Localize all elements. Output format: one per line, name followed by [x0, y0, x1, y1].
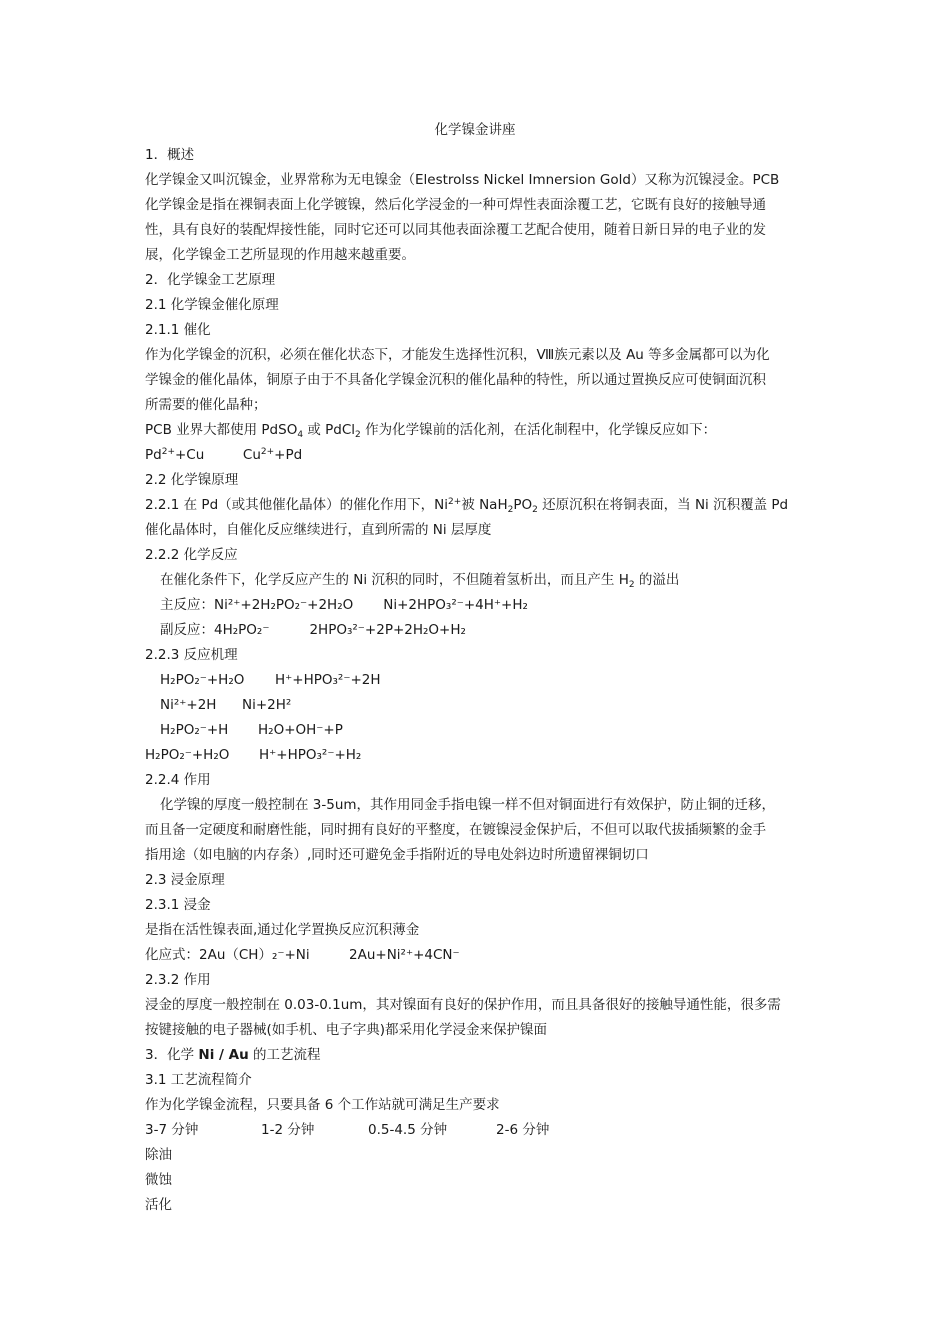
- reaction-left: H₂PO₂⁻+H: [160, 722, 229, 738]
- section-2-2-4-heading: 2.2.4 作用: [145, 772, 211, 788]
- mechanism-3: [160, 721, 343, 739]
- reaction-left: Ni²⁺+2H₂PO₂⁻+2H₂O: [214, 597, 354, 613]
- text-run: Ni / Au: [198, 1047, 249, 1063]
- reaction-right: Ni+2HPO₃²⁻+4H⁺+H₂: [383, 597, 528, 613]
- reaction-right: H₂O+OH⁻+P: [258, 722, 343, 738]
- reaction-right: H⁺+HPO₃²⁻+H₂: [259, 747, 362, 763]
- text-run: 被 NaH: [461, 497, 508, 513]
- process-step: 除油: [145, 1147, 172, 1163]
- reaction-left: 4H₂PO₂⁻: [214, 622, 270, 638]
- superscript: 2+: [161, 447, 175, 457]
- section-3-heading: [145, 1046, 321, 1064]
- reaction-left: H₂PO₂⁻+H₂O: [145, 747, 230, 763]
- paragraph-line: 展，化学镍金工艺所显现的作用越来越重要。: [145, 247, 415, 263]
- reaction-right: Ni+2H²: [242, 697, 292, 713]
- subscript: 2: [507, 505, 514, 515]
- section-2-heading: 2．化学镍金工艺原理: [145, 272, 276, 288]
- section-2-3-heading: 2.3 浸金原理: [145, 872, 225, 888]
- paragraph-line: 化学镍金又叫沉镍金，业界常称为无电镍金（Elestrolss Nickel Imnersion Gold）又称为沉镍浸金。PCB: [145, 172, 780, 188]
- reaction-right: H⁺+HPO₃²⁻+2H: [275, 672, 381, 688]
- section-2-1-1-heading: 2.1.1 催化: [145, 322, 211, 338]
- text-run: 3．化学: [145, 1047, 199, 1063]
- reaction-right: 2Au+Ni²⁺+4CN⁻: [349, 947, 460, 963]
- reaction-left: Ni²⁺+2H: [160, 697, 217, 713]
- text-run: PO: [513, 497, 533, 513]
- paragraph-line: 所需要的催化晶种；: [145, 397, 267, 413]
- paragraph-line: 化学镍金是指在裸铜表面上化学镀镍，然后化学浸金的一种可焊性表面涂覆工艺，它既有良好的接触导通: [145, 197, 766, 213]
- text-run: 还原沉积在将铜表面，当 Ni 沉积覆盖 Pd: [537, 497, 789, 513]
- section-2-1-heading: 2.1 化学镍金催化原理: [145, 297, 279, 313]
- text-run: Pd: [145, 447, 162, 463]
- main-reaction: [160, 596, 528, 614]
- subscript: 2: [532, 505, 538, 515]
- paragraph-line: 浸金的厚度一般控制在 0.03-0.1um，其对镍面有良好的保护作用，而且具备很好的接触导通性能，很多需: [145, 997, 781, 1013]
- paragraph-line: 作为化学镍金的沉积，必须在催化状态下，才能发生选择性沉积，Ⅷ族元素以及 Au 等多金属都可以为化: [145, 347, 770, 363]
- section-2-2-1-paragraph: [145, 496, 788, 514]
- gold-reaction: [145, 946, 460, 964]
- reaction-paragraph: [160, 571, 679, 589]
- subscript: 2: [628, 580, 635, 590]
- reaction-label: 化应式：: [145, 947, 199, 963]
- section-2-3-2-heading: 2.3.2 作用: [145, 972, 211, 988]
- text-run: 或 PdCl: [303, 422, 356, 438]
- document-title: 化学镍金讲座: [434, 122, 516, 138]
- reaction-label: 主反应：: [160, 597, 214, 613]
- reaction-right: 2HPO₃²⁻+2P+2H₂O+H₂: [309, 622, 466, 638]
- paragraph-line: 催化晶体时，自催化反应继续进行，直到所需的 Ni 层厚度: [145, 522, 492, 538]
- subscript: 2: [355, 430, 361, 440]
- reaction-left: H₂PO₂⁻+H₂O: [160, 672, 245, 688]
- section-3-1-heading: 3.1 工艺流程简介: [145, 1072, 252, 1088]
- section-2-2-heading: 2.2 化学镍原理: [145, 472, 239, 488]
- process-time: 3-7 分钟: [145, 1122, 199, 1138]
- section-2-2-3-heading: 2.2.3 反应机理: [145, 647, 238, 663]
- paragraph-line: 作为化学镍金流程，只要具备 6 个工作站就可满足生产要求: [145, 1097, 500, 1113]
- process-time: 1-2 分钟: [261, 1122, 315, 1138]
- text-run: 的溢出: [634, 572, 680, 588]
- superscript: 2+: [448, 497, 462, 507]
- process-times-row: [145, 1121, 549, 1139]
- text-run: +Pd: [274, 447, 303, 463]
- activator-paragraph: [145, 421, 716, 439]
- text-run: +Cu: [175, 447, 205, 463]
- side-reaction: [160, 621, 466, 639]
- section-1-heading: 1．概述: [145, 147, 195, 163]
- process-time: 0.5-4.5 分钟: [368, 1122, 448, 1138]
- text-run: PCB 业界大都使用 PdSO: [145, 422, 298, 438]
- paragraph-line: 化学镍的厚度一般控制在 3-5um，其作用同金手指电镍一样不但对铜面进行有效保护，防止铜的迁移，: [160, 797, 776, 813]
- paragraph-line: 是指在活性镍表面,通过化学置换反应沉积薄金: [145, 922, 420, 938]
- process-time: 2-6 分钟: [496, 1122, 550, 1138]
- subscript: 4: [297, 430, 304, 440]
- paragraph-line: 按键接触的电子器械(如手机、电子字典)都采用化学浸金来保护镍面: [145, 1022, 548, 1038]
- process-step: 微蚀: [145, 1172, 172, 1188]
- mechanism-1: [160, 671, 381, 689]
- paragraph-line: 而且备一定硬度和耐磨性能，同时拥有良好的平整度，在镀镍浸金保护后，不但可以取代拔插频繁的金手: [145, 822, 766, 838]
- process-step: 活化: [145, 1197, 172, 1213]
- superscript: 2+: [260, 447, 275, 457]
- paragraph-line: 指用途（如电脑的内存条）,同时还可避免金手指附近的导电处斜边时所遗留裸铜切口: [145, 847, 649, 863]
- text-run: 的工艺流程: [248, 1047, 321, 1063]
- mechanism-4: [145, 746, 361, 764]
- section-2-3-1-heading: 2.3.1 浸金: [145, 897, 211, 913]
- mechanism-2: [160, 696, 291, 714]
- text-run: Cu: [242, 447, 261, 463]
- section-2-2-2-heading: 2.2.2 化学反应: [145, 547, 238, 563]
- reaction-left: 2Au（CH）₂⁻+Ni: [199, 947, 310, 963]
- paragraph-line: 学镍金的催化晶体，铜原子由于不具备化学镍金沉积的催化晶种的特性，所以通过置换反应可使铜面沉积: [145, 372, 766, 388]
- reaction-palladium: [145, 446, 302, 464]
- text-run: 2.2.1 在 Pd（或其他催化晶体）的催化作用下，Ni: [145, 497, 448, 513]
- text-run: 作为化学镍前的活化剂，在活化制程中，化学镍反应如下：: [360, 422, 717, 438]
- reaction-label: 副反应：: [160, 622, 214, 638]
- text-run: 在催化条件下，化学反应产生的 Ni 沉积的同时，不但随着氢析出，而且产生 H: [160, 572, 629, 588]
- paragraph-line: 性，具有良好的装配焊接性能，同时它还可以同其他表面涂覆工艺配合使用，随着日新日异的电子业的发: [145, 222, 766, 238]
